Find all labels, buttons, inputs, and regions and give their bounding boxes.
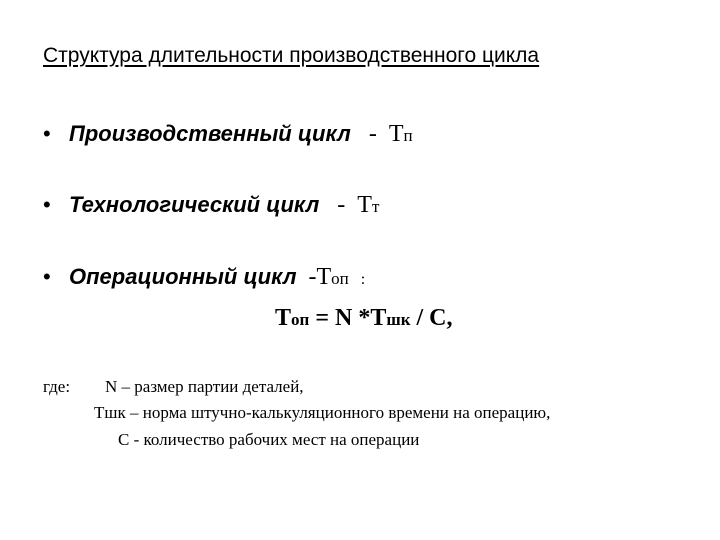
where-label: где: [43,377,71,396]
formula-t-symbol: Т [370,305,387,331]
bullet-term: Производственный цикл [69,121,351,146]
formula-rest: / С, [416,305,453,331]
bullet-subscript: п [403,126,413,145]
bullet-item-operational-cycle [43,264,365,291]
bullet-symbol: Т [357,192,372,218]
bullet-icon: • [43,121,51,146]
formula-equals: = N * [315,305,371,331]
formula-lhs-subscript: оп [291,310,310,329]
bullet-term: Технологический цикл [69,192,320,217]
bullet-symbol: Т [316,264,332,290]
bullet-icon: • [43,264,51,289]
bullet-colon: : [360,271,366,288]
operation-cycle-formula [275,305,453,332]
bullet-dash: - [368,121,377,147]
bullet-dash: - [337,192,346,218]
where-line-tshk: Тшк – норма штучно-калькуляционного времени на операцию, [94,403,551,422]
bullet-icon: • [43,192,51,217]
bullet-dash: - [308,264,317,290]
bullet-item-technological-cycle [43,192,379,219]
where-line-c: С - количество рабочих мест на операции [118,430,420,449]
formula-t-subscript: шк [386,310,411,329]
formula-lhs-symbol: Т [275,305,292,331]
bullet-item-production-cycle [43,121,413,148]
bullet-symbol: Т [388,121,404,147]
bullet-term: Операционный цикл [69,264,297,289]
bullet-subscript: т [371,197,380,216]
slide-title: Структура длительности производственного цикла [43,44,540,67]
bullet-subscript: оп [331,269,349,288]
where-line-n: N – размер партии деталей, [105,377,304,396]
